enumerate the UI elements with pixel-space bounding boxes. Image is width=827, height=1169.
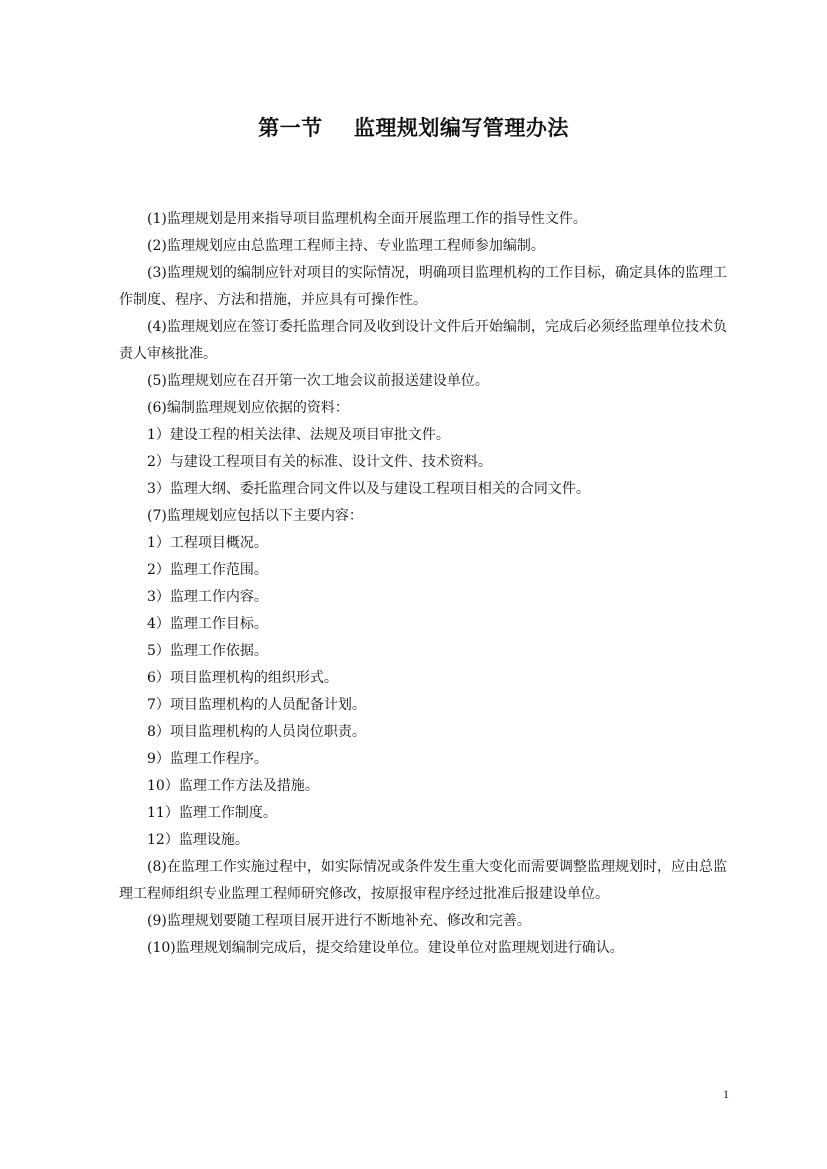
list-item: 12）监理设施。 bbox=[147, 832, 249, 848]
list-item: 5）监理工作依据。 bbox=[147, 643, 268, 659]
paragraph: (4)监理规划应在签订委托监理合同及收到设计文件后开始编制，完成后必须经监理单位技术负责人审核批准。 bbox=[119, 319, 727, 362]
paragraph: (10)监理规划编制完成后，提交给建设单位。建设单位对监理规划进行确认。 bbox=[147, 940, 624, 956]
paragraph: (7)监理规划应包括以下主要内容： bbox=[147, 508, 363, 524]
list-item: 2）监理工作范围。 bbox=[147, 562, 268, 578]
list-item: 3）监理工作内容。 bbox=[147, 589, 268, 605]
list-item: 4）监理工作目标。 bbox=[147, 616, 268, 632]
list-item: 7）项目监理机构的人员配备计划。 bbox=[147, 697, 366, 713]
list-item: 8）项目监理机构的人员岗位职责。 bbox=[147, 724, 366, 740]
list-item: 3）监理大纲、委托监理合同文件以及与建设工程项目相关的合同文件。 bbox=[147, 481, 590, 497]
page-number: 1 bbox=[723, 1087, 729, 1101]
list-item: 9）监理工作程序。 bbox=[147, 751, 268, 767]
document-body bbox=[119, 206, 727, 962]
list-item: 1）建设工程的相关法律、法规及项目审批文件。 bbox=[147, 427, 450, 443]
paragraph: (1)监理规划是用来指导项目监理机构全面开展监理工作的指导性文件。 bbox=[147, 211, 587, 227]
paragraph: (5)监理规划应在召开第一次工地会议前报送建设单位。 bbox=[147, 373, 489, 389]
paragraph: (3)监理规划的编制应针对项目的实际情况，明确项目监理机构的工作目标，确定具体的监理工作制度、程序、方法和措施，并应具有可操作性。 bbox=[119, 265, 727, 308]
list-item: 10）监理工作方法及措施。 bbox=[147, 778, 319, 794]
paragraph: (9)监理规划要随工程项目展开进行不断地补充、修改和完善。 bbox=[147, 913, 531, 929]
list-item: 11）监理工作制度。 bbox=[147, 805, 277, 821]
list-item: 6）项目监理机构的组织形式。 bbox=[147, 670, 338, 686]
list-item: 2）与建设工程项目有关的标准、设计文件、技术资料。 bbox=[147, 454, 492, 470]
paragraph: (2)监理规划应由总监理工程师主持、专业监理工程师参加编制。 bbox=[147, 238, 545, 254]
paragraph: (8)在监理工作实施过程中，如实际情况或条件发生重大变化而需要调整监理规划时，应由总监理工程师组织专业监理工程师研究修改，按原报审程序经过批准后报建设单位。 bbox=[119, 859, 727, 902]
paragraph: (6)编制监理规划应依据的资料： bbox=[147, 400, 349, 416]
list-item: 1）工程项目概况。 bbox=[147, 535, 268, 551]
section-title: 第一节 监理规划编写管理办法 bbox=[258, 116, 569, 140]
